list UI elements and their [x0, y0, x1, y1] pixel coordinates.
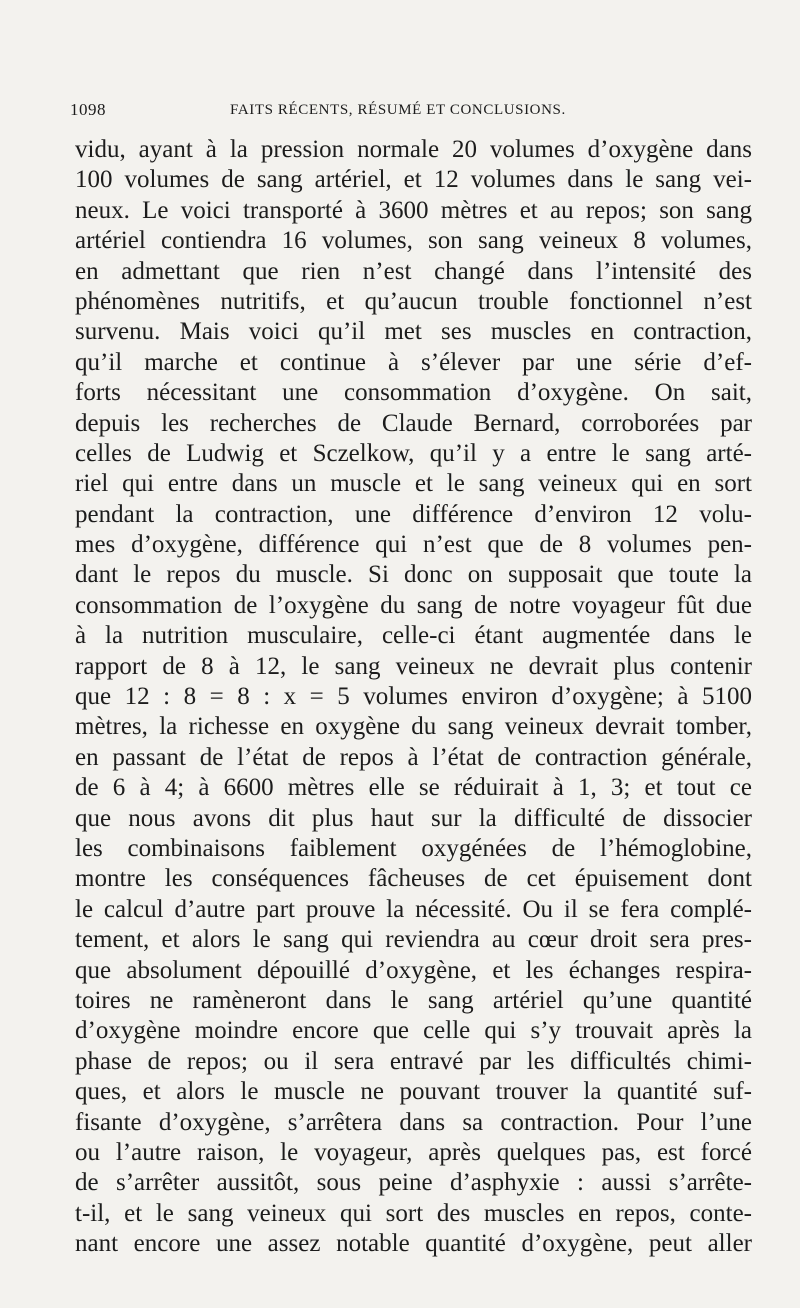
text-line: mes d’oxygène, différence qui n’est que de 8 volumes pen-	[75, 531, 752, 559]
text-line: rapport de 8 à 12, le sang veineux ne devrait plus contenir	[75, 652, 752, 680]
text-line: vidu, ayant à la pression normale 20 volumes d’oxygène dans	[75, 136, 752, 163]
text-line: à la nutrition musculaire, celle-ci étant augmentée dans le	[75, 622, 752, 650]
text-line: survenu. Mais voici qu’il met ses muscles en contraction,	[75, 318, 752, 346]
text-line: de 6 à 4; à 6600 mètres elle se réduirait à 1, 3; et tout ce	[75, 774, 752, 802]
text-line: que nous avons dit plus haut sur la difficulté de dissocier	[75, 804, 752, 832]
text-line: qu’il marche et continue à s’élever par une série d’ef-	[75, 348, 752, 376]
text-line: montre les conséquences fâcheuses de cet épuisement dont	[75, 865, 752, 893]
page-header	[70, 100, 745, 124]
text-line: les combinaisons faiblement oxygénées de l’hémoglobine,	[75, 834, 752, 862]
text-line: celles de Ludwig et Sczelkow, qu’il y a entre le sang arté-	[75, 439, 752, 467]
text-line: phénomènes nutritifs, et qu’aucun trouble fonctionnel n’est	[75, 287, 752, 315]
text-line: pendant la contraction, une différence d’environ 12 volu-	[75, 500, 752, 528]
text-line: nant encore une assez notable quantité d’oxygène, peut aller	[75, 1230, 752, 1258]
text-line: toires ne ramèneront dans le sang artériel qu’une quantité	[75, 986, 752, 1014]
text-line: riel qui entre dans un muscle et le sang veineux qui en sort	[75, 470, 752, 498]
text-line: que absolument dépouillé d’oxygène, et les échanges respira-	[75, 956, 752, 984]
text-line: forts nécessitant une consommation d’oxygène. On sait,	[75, 379, 752, 407]
body-text	[75, 135, 752, 1259]
text-line: 100 volumes de sang artériel, et 12 volumes dans le sang vei-	[75, 166, 752, 194]
text-line: phase de repos; ou il sera entravé par les difficultés chimi-	[75, 1047, 752, 1075]
text-line: ou l’autre raison, le voyageur, après quelques pas, est forcé	[75, 1138, 752, 1166]
text-line: de s’arrêter aussitôt, sous peine d’asphyxie : aussi s’arrête-	[75, 1169, 752, 1197]
running-head: FAITS RÉCENTS, RÉSUMÉ ET CONCLUSIONS.	[230, 102, 566, 118]
text-line: tement, et alors le sang qui reviendra au cœur droit sera pres-	[75, 926, 752, 954]
text-line: consommation de l’oxygène du sang de notre voyageur fût due	[75, 591, 752, 619]
text-line: en passant de l’état de repos à l’état de contraction générale,	[75, 743, 752, 771]
text-line: mètres, la richesse en oxygène du sang veineux devrait tomber,	[75, 713, 752, 741]
text-line: ques, et alors le muscle ne pouvant trouver la quantité suf-	[75, 1078, 752, 1106]
text-line: fisante d’oxygène, s’arrêtera dans sa contraction. Pour l’une	[75, 1108, 752, 1136]
text-line: depuis les recherches de Claude Bernard, corroborées par	[75, 409, 752, 437]
text-line: t-il, et le sang veineux qui sort des muscles en repos, conte-	[75, 1199, 752, 1227]
page-number: 1098	[70, 100, 106, 119]
text-line: dant le repos du muscle. Si donc on supposait que toute la	[75, 561, 752, 589]
text-line: d’oxygène moindre encore que celle qui s’y trouvait après la	[75, 1017, 752, 1045]
text-line: que 12 : 8 = 8 : x = 5 volumes environ d’oxygène; à 5100	[75, 683, 752, 711]
text-line: en admettant que rien n’est changé dans l’intensité des	[75, 257, 752, 285]
text-line: neux. Le voici transporté à 3600 mètres et au repos; son sang	[75, 196, 752, 224]
text-line: artériel contiendra 16 volumes, son sang veineux 8 volumes,	[75, 227, 752, 255]
text-line: le calcul d’autre part prouve la nécessité. Ou il se fera complé-	[75, 895, 752, 923]
